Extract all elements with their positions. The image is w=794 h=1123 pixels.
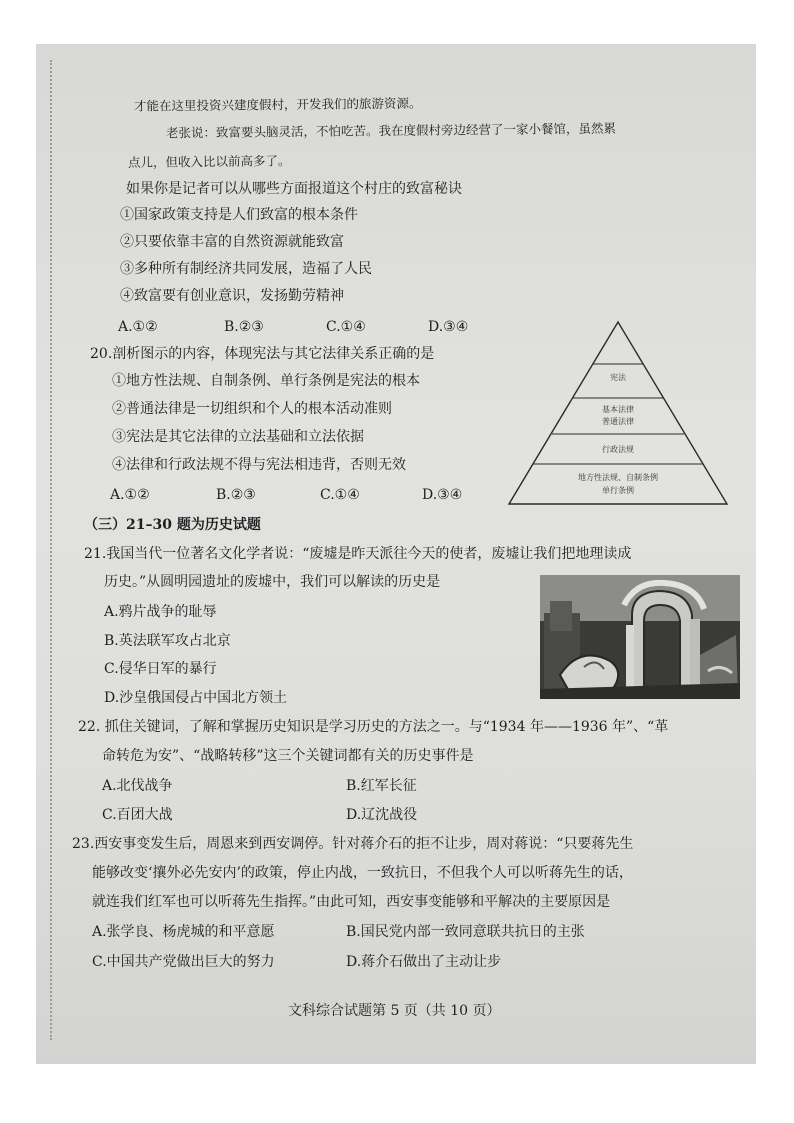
- q20-statement-1: ①地方性法规、自制条例、单行条例是宪法的根本: [112, 373, 420, 389]
- q19-statement-1: ①国家政策支持是人们致富的根本条件: [120, 207, 358, 223]
- q23-stem-line2: 能够改变‘攘外必先安内’的政策，停止内战，一致抗日，不但我个人可以听蒋先生的话，: [92, 865, 633, 881]
- q22-stem-line1: 22. 抓住关键词，了解和掌握历史知识是学习历史的方法之一。与“1934 年——1936 年”、“革: [78, 719, 669, 735]
- q19-option-b: B.②③: [224, 319, 264, 335]
- yuanmingyuan-ruins-photo: [540, 575, 740, 699]
- q20-option-d: D.③④: [422, 487, 463, 503]
- q22-option-d: D.辽沈战役: [346, 807, 418, 823]
- q19-passage-line3: 点儿，但收入比以前高多了。: [127, 153, 291, 170]
- q19-passage-line1: 才能在这里投资兴建度假村，开发我们的旅游资源。: [133, 95, 422, 114]
- q19-option-a: A.①②: [118, 319, 158, 335]
- q23-stem-line1: 23.西安事变发生后，周恩来到西安调停。针对蒋介石的拒不让步，周对蒋说：“只要蒋先生: [72, 836, 634, 852]
- q20-statement-2: ②普通法律是一切组织和个人的根本活动准则: [112, 401, 392, 417]
- q20-statement-4: ④法律和行政法规不得与宪法相违背，否则无效: [112, 457, 406, 473]
- pyramid-level-admin-regulation: 行政法规: [602, 445, 634, 454]
- pyramid-level-constitution: 宪法: [610, 373, 626, 382]
- history-section-heading: （三）21–30 题为历史试题: [84, 517, 261, 533]
- q22-option-b: B.红军长征: [346, 778, 417, 794]
- q21-option-a: A.鸦片战争的耻辱: [104, 604, 217, 620]
- q19-option-c: C.①④: [326, 319, 366, 335]
- law-hierarchy-pyramid: [505, 318, 731, 508]
- q21-stem-line1: 21.我国当代一位著名文化学者说：“废墟是昨天派往今天的使者，废墟让我们把地理读成: [84, 546, 632, 562]
- q23-option-a: A.张学良、杨虎城的和平意愿: [92, 924, 275, 940]
- q22-option-c: C.百团大战: [102, 807, 173, 823]
- q19-stem: 如果你是记者可以从哪些方面报道这个村庄的致富秘诀: [126, 181, 462, 197]
- q20-option-c: C.①④: [320, 487, 360, 503]
- q19-passage-line2: 老张说：致富要头脑灵活，不怕吃苦。我在度假村旁边经营了一家小餐馆，虽然累: [165, 120, 617, 141]
- q20-option-a: A.①②: [110, 487, 150, 503]
- q19-statement-4: ④致富要有创业意识，发扬勤劳精神: [120, 288, 344, 304]
- q22-stem-line2: 命转危为安”、“战略转移”这三个关键词都有关的历史事件是: [102, 748, 474, 764]
- q21-option-b: B.英法联军攻占北京: [104, 633, 231, 649]
- q19-option-d: D.③④: [428, 319, 469, 335]
- pyramid-level-basic-law: 基本法律: [602, 405, 634, 414]
- q23-option-c: C.中国共产党做出巨大的努力: [92, 954, 275, 970]
- perforation-line: [50, 60, 52, 1040]
- pyramid-level-local-regulation: 地方性法规、自制条例: [578, 473, 658, 482]
- page-footer: 文科综合试题第 5 页（共 10 页）: [288, 1003, 501, 1019]
- q19-statement-3: ③多种所有制经济共同发展，造福了人民: [120, 261, 372, 277]
- q21-option-d: D.沙皇俄国侵占中国北方领土: [104, 690, 288, 706]
- q23-stem-line3: 就连我们红军也可以听蒋先生指挥。”由此可知，西安事变能够和平解决的主要原因是: [92, 894, 611, 910]
- q21-stem-line2: 历史。”从圆明园遗址的废墟中，我们可以解读的历史是: [104, 574, 441, 590]
- pyramid-level-ordinary-law: 普通法律: [602, 417, 634, 426]
- q20-option-b: B.②③: [216, 487, 256, 503]
- q23-option-b: B.国民党内部一致同意联共抗日的主张: [346, 924, 585, 940]
- q20-statement-3: ③宪法是其它法律的立法基础和立法依据: [112, 429, 364, 445]
- q23-option-d: D.蒋介石做出了主动让步: [346, 954, 502, 970]
- q20-stem: 20.剖析图示的内容，体现宪法与其它法律关系正确的是: [90, 346, 435, 362]
- q21-option-c: C.侵华日军的暴行: [104, 661, 217, 677]
- pyramid-level-separate-regulation: 单行条例: [602, 486, 634, 495]
- q19-statement-2: ②只要依靠丰富的自然资源就能致富: [120, 234, 344, 250]
- q22-option-a: A.北伐战争: [102, 778, 173, 794]
